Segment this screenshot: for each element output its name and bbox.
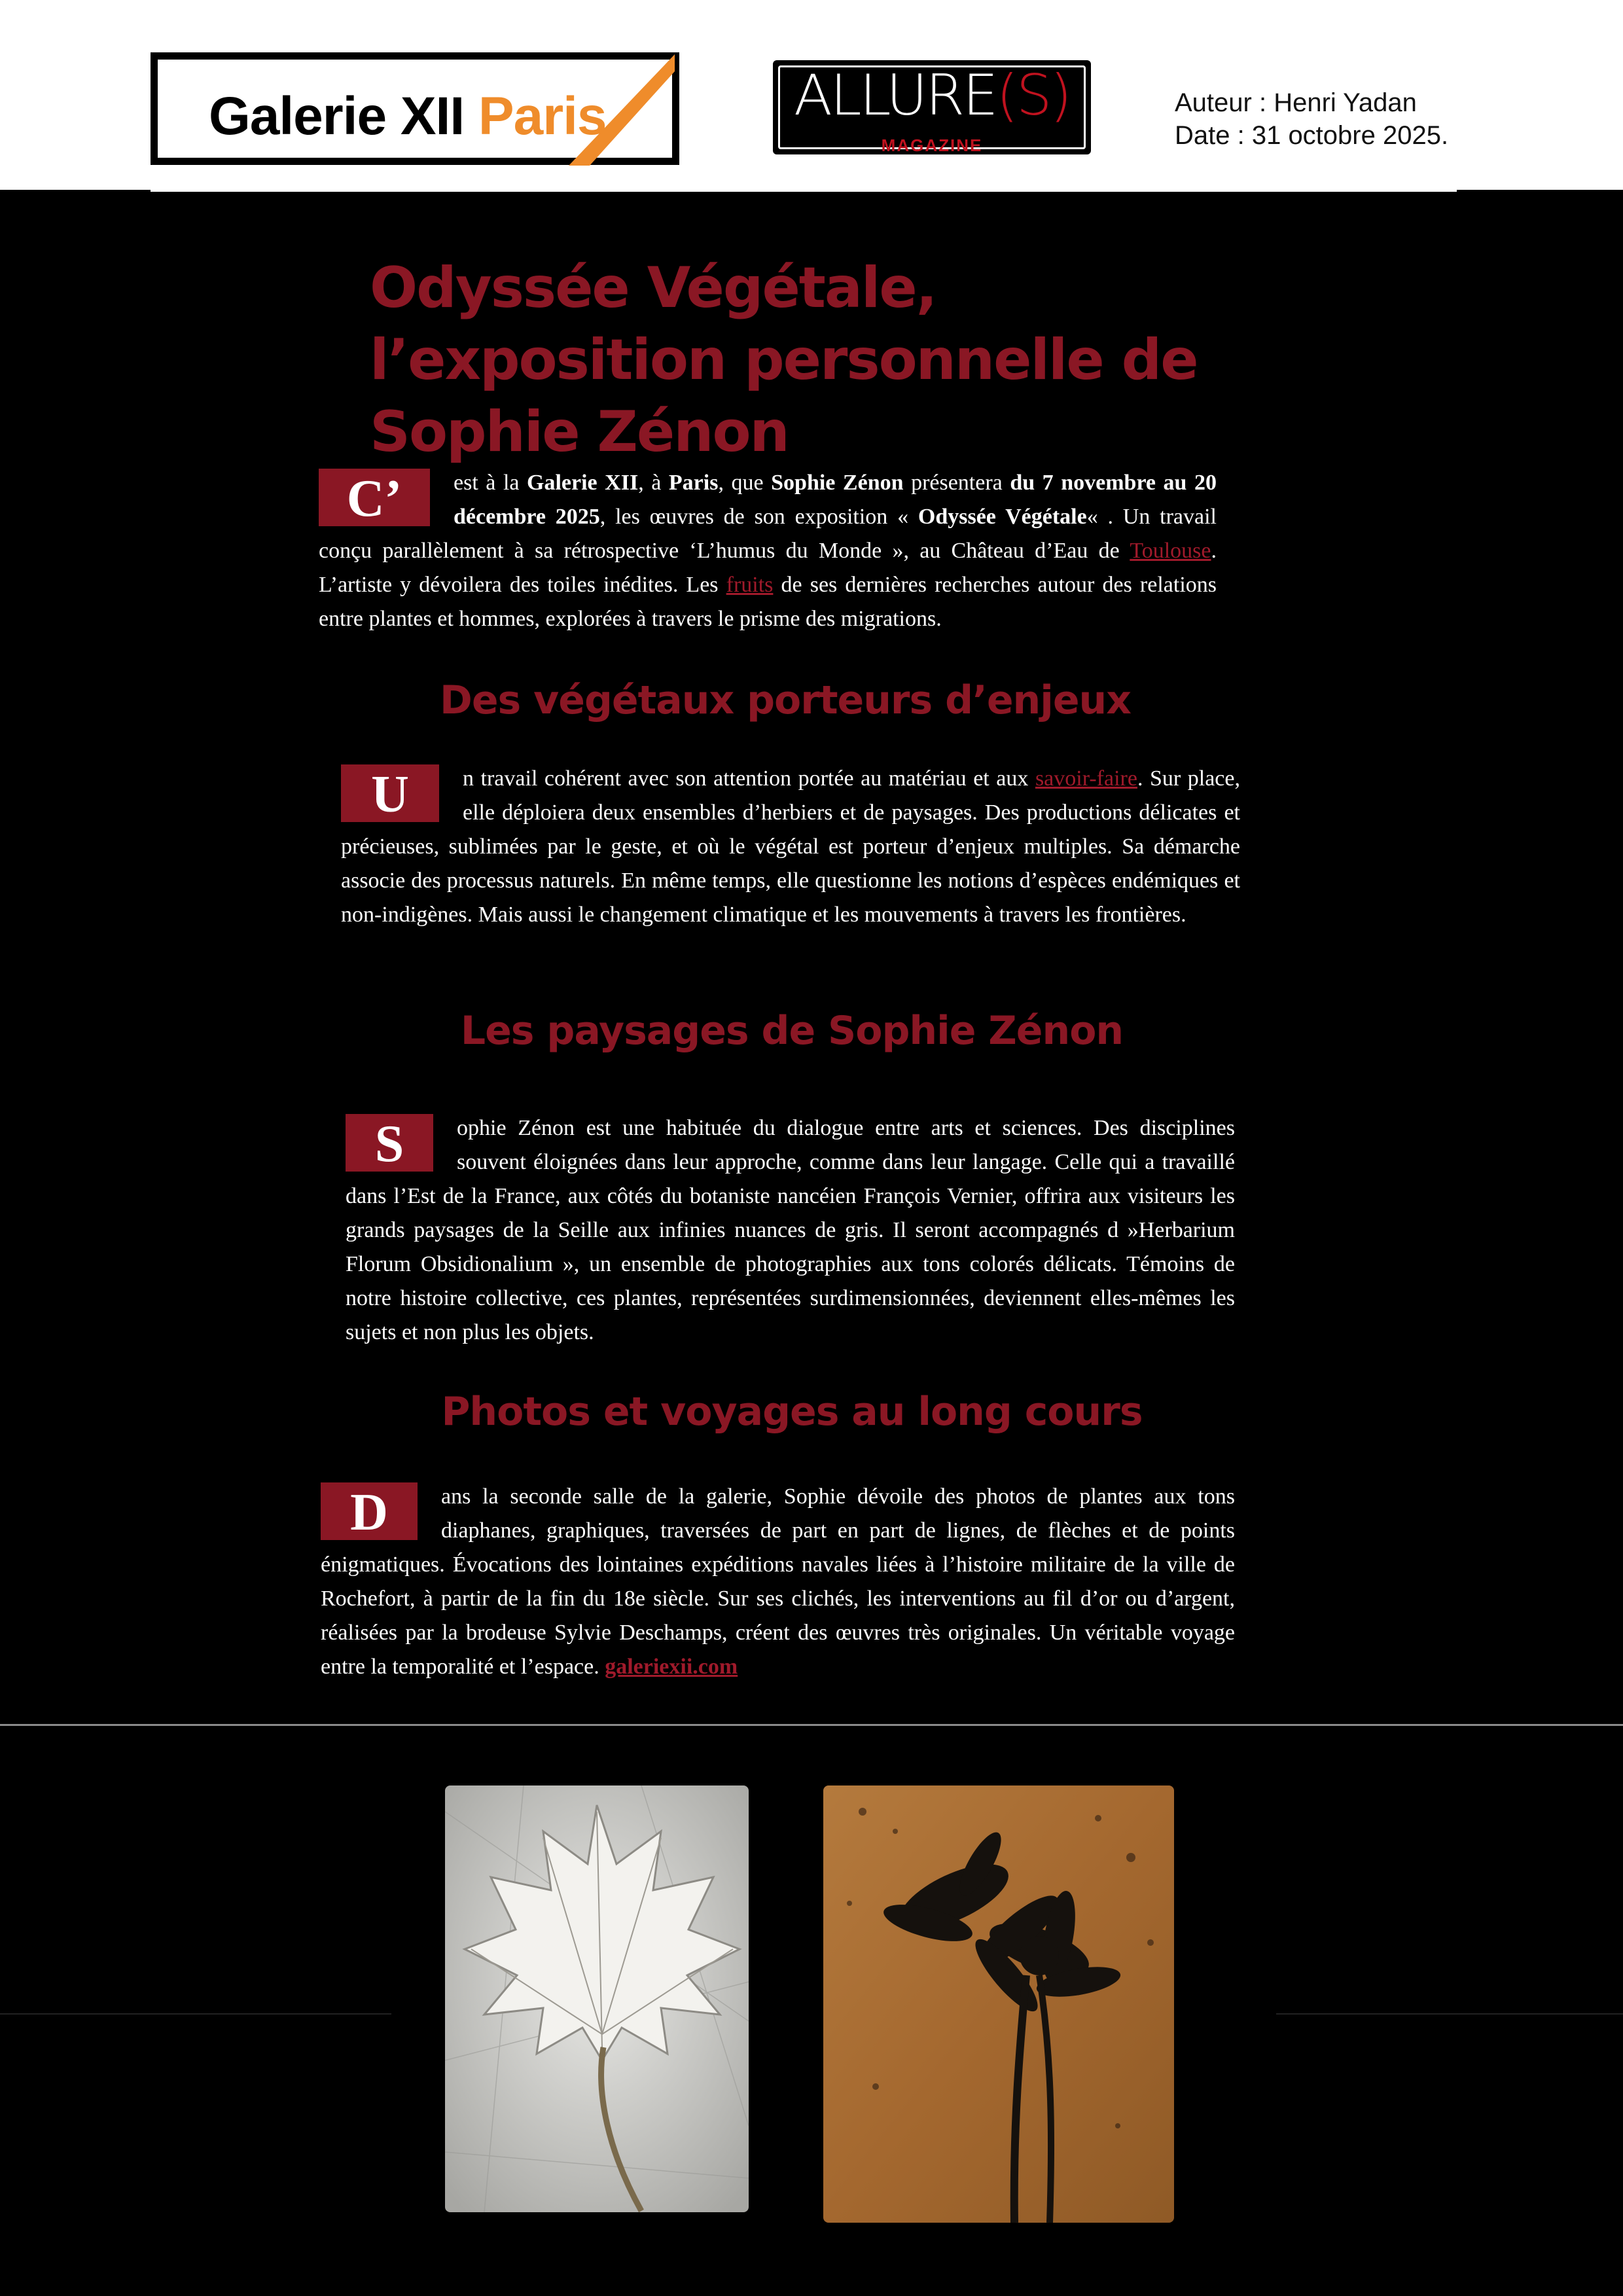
section-heading: Des végétaux porteurs d’enjeux	[440, 677, 1131, 723]
galerie-logo[interactable]	[151, 52, 679, 165]
flower-artwork-icon	[823, 1785, 1174, 2223]
magazine-subtitle: MAGAZINE	[881, 135, 983, 155]
section-heading: Photos et voyages au long cours	[441, 1389, 1143, 1435]
magazine-title-paren: (S)	[996, 63, 1071, 128]
dropcap: C’	[319, 469, 430, 526]
photo-white-leaf	[445, 1785, 749, 2212]
magazine-title: ALLURE	[793, 63, 997, 128]
leaf-artwork-icon	[445, 1785, 749, 2212]
section-paragraph: D ans la seconde salle de la galerie, Sophie dévoile des photos de plantes aux tons diaphanes, graphiques, traversées de part en part de lignes, de flèches et de points énigmatiques. Évocations des lointaines expéditions navales liées à l’histoire militaire de la ville de Rochefort, à partir de la fin du 18e siècle. Sur ses clichés, les interventions au fil d’or ou d’argent, réalisées par la brodeuse Sylvie Deschamps, créent des œuvres très originales. Un véritable voyage entre la temporalité et l’espace. galeriexii.com	[321, 1484, 1235, 1679]
publish-date: Date : 31 octobre 2025.	[1175, 121, 1449, 150]
logo-accent: Paris	[478, 86, 607, 146]
header-divider	[151, 188, 1457, 192]
section-heading: Les paysages de Sophie Zénon	[460, 1008, 1124, 1054]
allures-magazine-logo[interactable]	[773, 60, 1091, 154]
article-title: Odyssée Végétale, l’exposition personnelle de Sophie Zénon	[370, 255, 1198, 465]
dropcap: U	[341, 764, 439, 822]
section-divider	[0, 1724, 1623, 1726]
section-paragraph: S ophie Zénon est une habituée du dialogue entre arts et sciences. Des disciplines souvent éloignées dans leur approche, comme dans leur langage. Celle qui a travaillé dans l’Est de la France, aux côtés du botaniste nancéien François Vernier, offrira aux visiteurs les grands paysages de la Seille aux infinies nuances de gris. Il seront accompagnés d »Herbarium Florum Obsidionalium », un ensemble de photographies aux tons colorés délicats. Témoins de notre histoire collective, ces plantes, représentées surdimensionnées, deviennent elles-mêmes les sujets et non plus les objets.	[346, 1115, 1235, 1344]
article-meta	[1175, 86, 1448, 152]
link-toulouse[interactable]: Toulouse	[1130, 539, 1211, 563]
link-galeriexii[interactable]: galeriexii.com	[605, 1655, 738, 1679]
faint-line-right	[1276, 2013, 1623, 2015]
logo-slash-icon	[563, 54, 675, 166]
photo-dark-flowers	[823, 1785, 1174, 2223]
faint-line-left	[0, 2013, 391, 2015]
author: Auteur : Henri Yadan	[1175, 88, 1417, 117]
section-paragraph: U n travail cohérent avec son attention portée au matériau et aux savoir-faire. Sur place, elle déploiera deux ensembles d’herbiers et de paysages. Des productions délicates et précieuses, sublimées par le geste, et où le végétal est porteur d’enjeux multiples. Sa démarche associe des processus naturels. En même temps, elle questionne les notions d’espèces endémiques et non-indigènes. Mais aussi le changement climatique et les mouvements à travers les frontières.	[341, 766, 1240, 927]
intro-paragraph: C’ est à la Galerie XII, à Paris, que Sophie Zénon présentera du 7 novembre au 20 décembre 2025, les œuvres de son exposition « Odyssée Végétale« . Un travail conçu parallèlement à sa rétrospective ‘L’humus du Monde », au Château d’Eau de Toulouse. L’artiste y dévoilera des toiles inédites. Les fruits de ses dernières recherches autour des relations entre plantes et hommes, explorées à travers le prisme des migrations.	[319, 470, 1217, 631]
dropcap: D	[321, 1482, 418, 1540]
link-fruits[interactable]: fruits	[726, 573, 774, 597]
link-savoir-faire[interactable]: savoir-faire	[1035, 766, 1137, 791]
logo-name: Galerie XII	[209, 86, 465, 146]
dropcap: S	[346, 1114, 433, 1172]
